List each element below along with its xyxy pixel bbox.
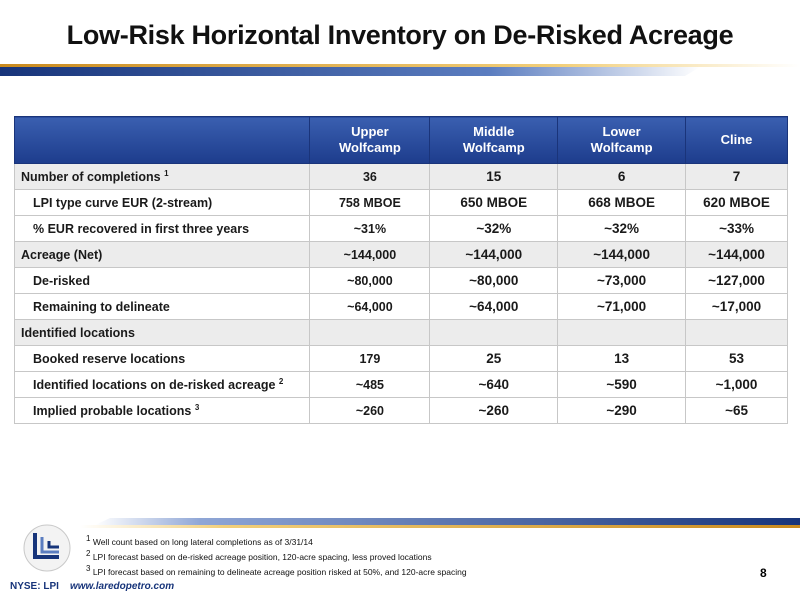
table-row	[15, 190, 788, 216]
row-label: Implied probable locations $^3$	[15, 398, 310, 424]
table-cell: 668 MBOE	[558, 190, 686, 216]
table-row	[15, 268, 788, 294]
table-row	[15, 164, 788, 190]
row-label: De-risked	[15, 268, 310, 294]
table-cell: 36	[310, 164, 430, 190]
table-cell: ~65	[686, 398, 788, 424]
footnote: $^1$ Well count based on long lateral completions as of 3/31/14	[86, 534, 313, 547]
table-row	[15, 346, 788, 372]
website-link[interactable]: www.laredopetro.com	[70, 581, 175, 592]
footnotes	[86, 533, 467, 577]
table-cell: ~32%	[430, 216, 558, 242]
table-cell	[310, 320, 430, 346]
header-blank	[15, 117, 310, 164]
table-cell: ~33%	[686, 216, 788, 242]
table-cell: 620 MBOE	[686, 190, 788, 216]
table-cell: ~485	[310, 372, 430, 398]
table-cell: ~290	[558, 398, 686, 424]
table-cell: 13	[558, 346, 686, 372]
header-middle-wolfcamp: Middle Wolfcamp	[430, 117, 558, 164]
title-divider-band	[0, 64, 800, 78]
table-cell	[686, 320, 788, 346]
table-cell: ~31%	[310, 216, 430, 242]
row-label: Acreage (Net)	[15, 242, 310, 268]
table-cell: 758 MBOE	[310, 190, 430, 216]
table-cell: 650 MBOE	[430, 190, 558, 216]
table-cell: ~1,000	[686, 372, 788, 398]
table-cell: ~71,000	[558, 294, 686, 320]
table-cell	[558, 320, 686, 346]
table-row	[15, 242, 788, 268]
table-cell: ~590	[558, 372, 686, 398]
table-cell: ~64,000	[310, 294, 430, 320]
table-cell	[430, 320, 558, 346]
header-upper-wolfcamp: Upper Wolfcamp	[310, 117, 430, 164]
footer-divider-band	[0, 518, 800, 528]
table-cell: ~17,000	[686, 294, 788, 320]
table-row	[15, 320, 788, 346]
row-label: Number of completions $^1$	[15, 164, 310, 190]
row-label: Identified locations	[15, 320, 310, 346]
footnote: $^3$ LPI forecast based on remaining to delineate acreage position risked at 50%, and 120-acre spacing	[86, 563, 467, 577]
table-cell: ~260	[310, 398, 430, 424]
header-lower-wolfcamp: Lower Wolfcamp	[558, 117, 686, 164]
table-header-row	[15, 117, 788, 164]
table-row	[15, 372, 788, 398]
page-number: 8	[760, 566, 767, 580]
table-cell: 25	[430, 346, 558, 372]
header-cline: Cline	[686, 117, 788, 164]
table-cell: 179	[310, 346, 430, 372]
table-cell: ~80,000	[430, 268, 558, 294]
table-cell: 53	[686, 346, 788, 372]
ticker-symbol: NYSE: LPI	[10, 581, 59, 592]
footnote: $^2$ LPI forecast based on de-risked acreage position, 120-acre spacing, less proved locations	[86, 548, 432, 562]
table-cell: ~640	[430, 372, 558, 398]
table-cell: ~32%	[558, 216, 686, 242]
row-label: Identified locations on de-risked acreage $^2$	[15, 372, 310, 398]
page-title: Low-Risk Horizontal Inventory on De-Risked Acreage	[66, 20, 734, 50]
table-cell: ~64,000	[430, 294, 558, 320]
table-cell: ~144,000	[310, 242, 430, 268]
table-cell: ~127,000	[686, 268, 788, 294]
table-row	[15, 398, 788, 424]
table-cell: 7	[686, 164, 788, 190]
table-cell: ~144,000	[686, 242, 788, 268]
table-row	[15, 216, 788, 242]
laredo-logo-icon	[22, 523, 72, 573]
row-label: % EUR recovered in first three years	[15, 216, 310, 242]
table-cell: 15	[430, 164, 558, 190]
row-label: Remaining to delineate	[15, 294, 310, 320]
table-cell: ~80,000	[310, 268, 430, 294]
row-label: Booked reserve locations	[15, 346, 310, 372]
table-cell: ~144,000	[558, 242, 686, 268]
table-row	[15, 294, 788, 320]
table-cell: ~73,000	[558, 268, 686, 294]
table-cell: 6	[558, 164, 686, 190]
table-cell: ~144,000	[430, 242, 558, 268]
inventory-table	[14, 116, 788, 424]
table-cell: ~260	[430, 398, 558, 424]
row-label: LPI type curve EUR (2-stream)	[15, 190, 310, 216]
